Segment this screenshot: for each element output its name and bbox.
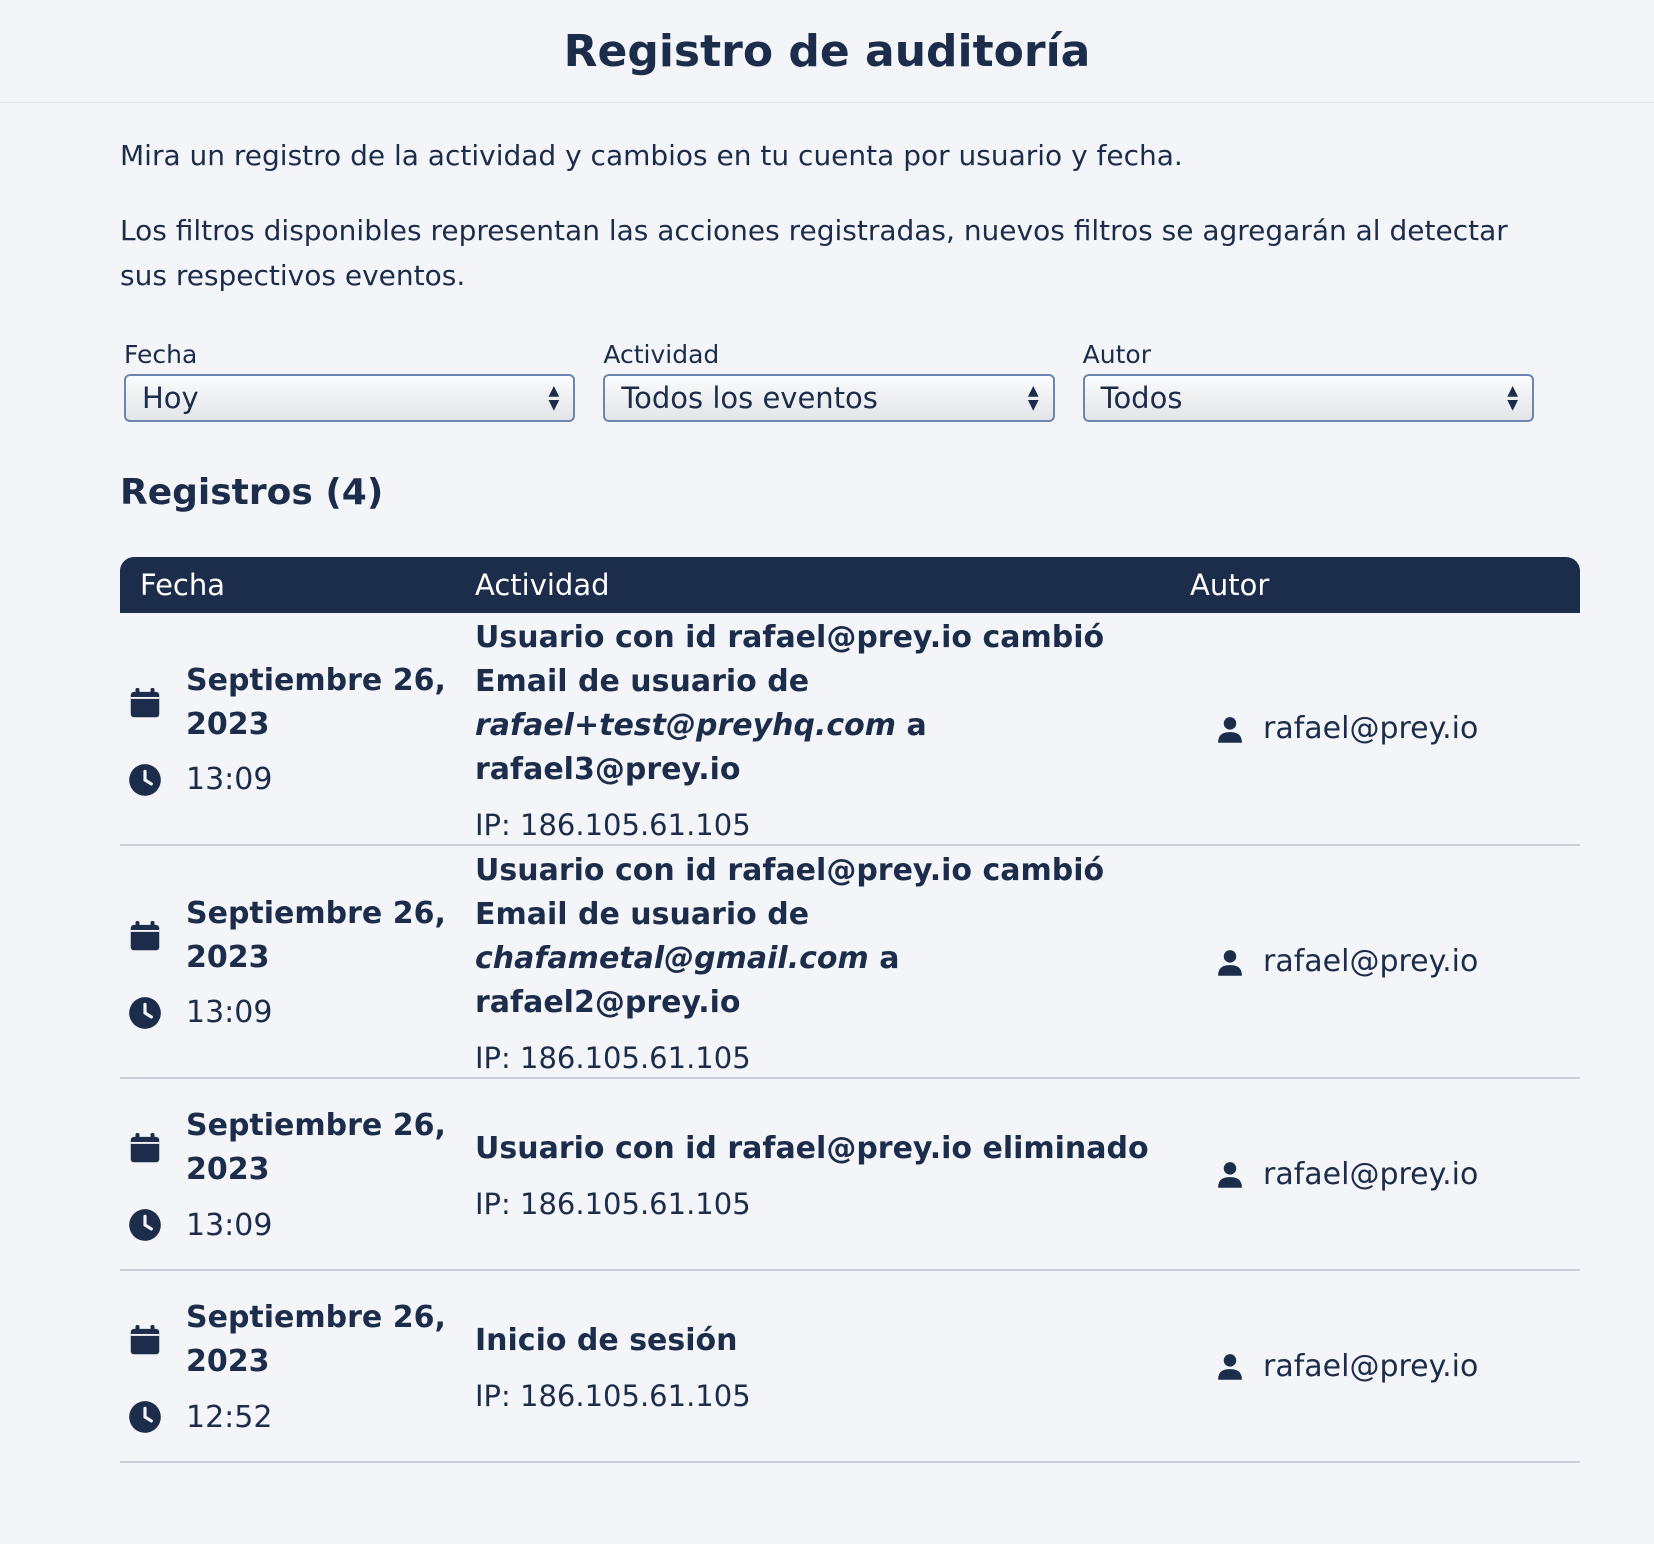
user-icon — [1215, 1351, 1245, 1381]
row-ip: IP: 186.105.61.105 — [475, 1379, 751, 1413]
page-header — [0, 0, 1654, 103]
row-date: Septiembre 26, 2023 — [186, 1108, 446, 1187]
date-filter-label: Fecha — [124, 340, 198, 369]
user-icon — [1215, 714, 1245, 744]
activity-filter-label: Actividad — [603, 340, 720, 369]
page-title: Registro de auditoría — [563, 25, 1091, 77]
author-filter-select[interactable] — [1083, 374, 1534, 422]
row-activity: Inicio de sesión — [475, 1323, 738, 1358]
table-row — [120, 1271, 1580, 1463]
records-count-title: Registros (4) — [120, 472, 384, 513]
row-date: Septiembre 26, 2023 — [186, 662, 446, 742]
intro-text: Mira un registro de la actividad y cambios en tu cuenta por usuario y fecha. — [120, 139, 1183, 172]
row-author: rafael@prey.io — [1263, 944, 1479, 979]
date-filter-value: Hoy — [142, 381, 199, 415]
records-table — [120, 557, 1580, 1463]
filters-help-text: Los filtros disponibles representan las acciones registradas, nuevos filtros se agregarán al detectar sus respectivos eventos. — [120, 214, 1508, 292]
row-author: rafael@prey.io — [1263, 711, 1479, 746]
filters-bar — [120, 340, 1534, 422]
row-ip: IP: 186.105.61.105 — [475, 807, 751, 842]
row-time: 12:52 — [186, 1399, 273, 1435]
row-date-cell — [120, 613, 455, 844]
calendar-icon — [126, 1129, 164, 1167]
user-icon — [1215, 947, 1245, 977]
row-activity-cell — [455, 1271, 1155, 1461]
activity-filter — [603, 340, 1054, 422]
author-filter — [1083, 340, 1534, 422]
row-activity-cell — [455, 613, 1155, 844]
table-row — [120, 846, 1580, 1079]
clock-icon — [126, 994, 164, 1032]
select-arrows-icon: ▲ ▼ — [1027, 383, 1039, 413]
row-date: Septiembre 26, 2023 — [186, 1300, 446, 1379]
row-author-cell — [1155, 1079, 1580, 1269]
row-author-cell — [1155, 613, 1580, 844]
row-activity-cell — [455, 1079, 1155, 1269]
row-activity: Usuario con id rafael@prey.io cambió Email de usuario de rafael+test@preyhq.com a rafael3@prey.io — [475, 619, 1105, 787]
row-author-cell — [1155, 1271, 1580, 1461]
clock-icon — [126, 761, 164, 799]
row-ip: IP: 186.105.61.105 — [475, 1040, 751, 1075]
row-date: Septiembre 26, 2023 — [186, 895, 446, 975]
row-activity: Usuario con id rafael@prey.io eliminado — [475, 1131, 1149, 1166]
row-time: 13:09 — [186, 995, 273, 1030]
user-icon — [1215, 1159, 1245, 1189]
date-filter-select[interactable] — [124, 374, 575, 422]
main-content — [0, 133, 1654, 1463]
row-author: rafael@prey.io — [1263, 1348, 1479, 1384]
activity-filter-value: Todos los eventos — [621, 381, 878, 415]
table-row — [120, 1079, 1580, 1271]
activity-filter-select[interactable] — [603, 374, 1054, 422]
author-filter-label: Autor — [1082, 340, 1151, 369]
column-header-author: Autor — [1190, 568, 1270, 602]
column-header-date: Fecha — [140, 568, 226, 602]
row-date-cell — [120, 1079, 455, 1269]
row-author: rafael@prey.io — [1263, 1156, 1479, 1192]
calendar-icon — [126, 917, 164, 955]
select-arrows-icon: ▲ ▼ — [1507, 383, 1518, 413]
row-date-cell — [120, 1271, 455, 1461]
column-header-activity: Actividad — [475, 568, 610, 602]
table-header — [120, 557, 1580, 613]
calendar-icon — [126, 684, 164, 722]
clock-icon — [126, 1398, 164, 1436]
select-arrows-icon: ▲ ▼ — [548, 383, 560, 413]
date-filter — [124, 340, 575, 422]
row-activity: Usuario con id rafael@prey.io cambió Email de usuario de chafametal@gmail.com a rafael2@prey.io — [475, 852, 1105, 1020]
row-date-cell — [120, 846, 455, 1077]
row-author-cell — [1155, 846, 1580, 1077]
clock-icon — [126, 1206, 164, 1244]
calendar-icon — [126, 1321, 164, 1359]
row-ip: IP: 186.105.61.105 — [475, 1187, 751, 1221]
row-time: 13:09 — [186, 762, 273, 797]
author-filter-value: Todos — [1100, 381, 1183, 415]
row-activity-cell — [455, 846, 1155, 1077]
table-row — [120, 613, 1580, 846]
row-time: 13:09 — [186, 1207, 273, 1243]
